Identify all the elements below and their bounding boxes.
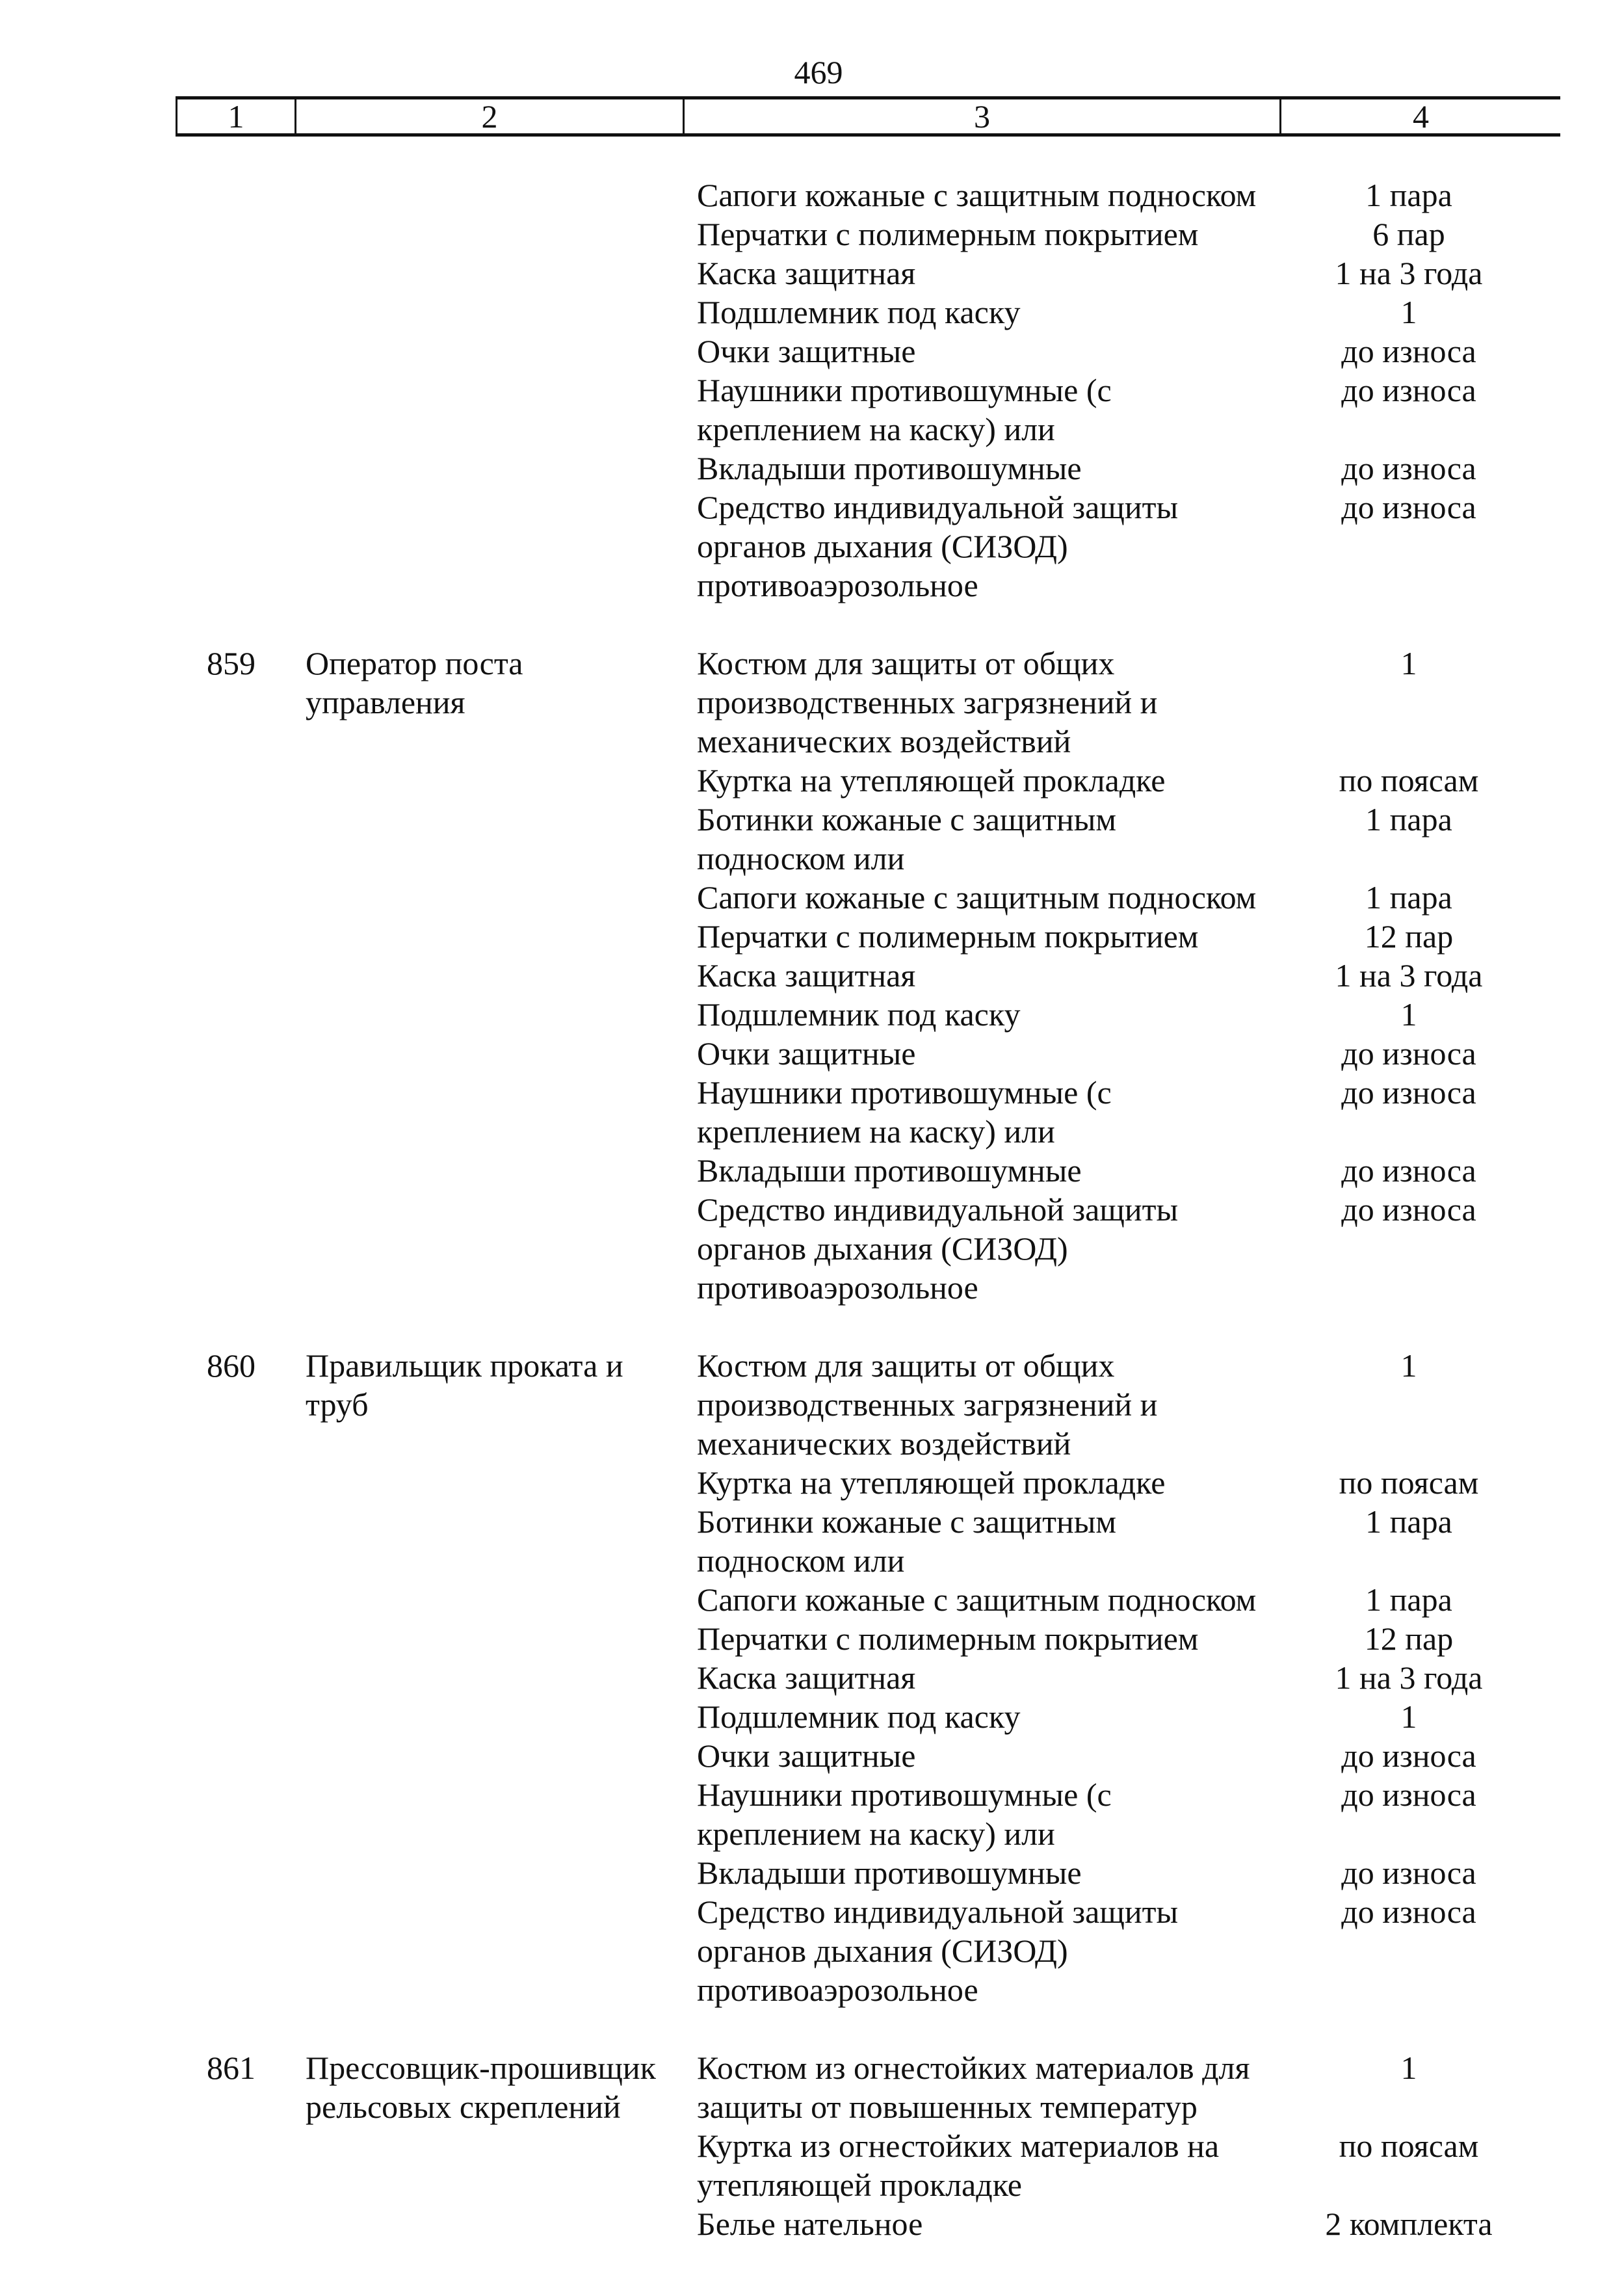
item-norm: до износа [1341,372,1476,408]
item-name: Средство индивидуальной защиты органов дыхания (СИЗОД) противоаэрозольное [697,489,1179,603]
list-item [697,293,1555,332]
item-norm: 1 на 3 года [1335,957,1483,994]
list-item [697,878,1555,917]
protective-items-list [697,176,1555,605]
item-norm: 6 пар [1372,216,1445,252]
item-norm: 2 комплекта [1325,2206,1493,2242]
item-name: Костюм для защиты от общих производственных загрязнений и механических воздействий [697,645,1158,759]
table-row-group [0,2048,1624,2243]
item-name: Белье нательное [697,2206,923,2242]
list-item [697,1463,1555,1502]
list-item [697,995,1555,1034]
item-norm: 1 [1400,294,1417,330]
table-body [0,176,1624,2282]
page-number: 469 [794,54,843,90]
item-name: Наушники противошумные (с креплением на каску) или [697,1074,1112,1150]
item-norm: до износа [1341,1854,1476,1891]
list-item [697,1502,1555,1580]
item-name: Каска защитная [697,255,916,291]
item-name: Очки защитные [697,1035,916,1072]
list-item [697,488,1555,605]
list-item [697,176,1555,215]
item-name: Каска защитная [697,957,916,994]
list-item [697,1346,1555,1463]
item-name: Вкладыши противошумные [697,450,1082,486]
item-name: Костюм для защиты от общих производственных загрязнений и механических воздействий [697,1347,1158,1462]
item-name: Подшлемник под каску [697,294,1021,330]
table-header [176,96,1560,137]
item-name: Ботинки кожаные с защитным подноском или [697,1503,1116,1579]
item-name: Костюм из огнестойких материалов для защиты от повышенных температур [697,2050,1250,2125]
item-name: Сапоги кожаные с защитным подноском [697,879,1257,916]
item-name: Средство индивидуальной защиты органов дыхания (СИЗОД) противоаэрозольное [697,1894,1179,2008]
list-item [697,2126,1555,2204]
item-norm: до износа [1341,489,1476,525]
item-name: Вкладыши противошумные [697,1152,1082,1189]
list-item [697,1697,1555,1736]
item-norm: 1 [1400,2050,1417,2086]
item-norm: 1 пара [1365,1503,1452,1540]
item-norm: 1 на 3 года [1335,255,1483,291]
item-name: Куртка на утепляющей прокладке [697,762,1166,798]
list-item [697,371,1555,449]
row-number: 861 [207,2050,255,2086]
item-norm: 1 [1400,1347,1417,1384]
item-name: Куртка из огнестойких материалов на утепляющей прокладке [697,2128,1220,2203]
item-name: Очки защитные [697,1737,916,1774]
header-col-3: 3 [685,99,1281,133]
protective-items-list [697,644,1555,1307]
item-norm: 1 пара [1365,879,1452,916]
list-item [697,1853,1555,1892]
item-name: Каска защитная [697,1659,916,1696]
item-norm: 1 пара [1365,1581,1452,1618]
item-name: Очки защитные [697,333,916,369]
item-norm: до износа [1341,1737,1476,1774]
profession-name: Оператор поста управления [306,645,523,720]
item-norm: до износа [1341,1191,1476,1228]
list-item [697,1151,1555,1190]
item-norm: до износа [1341,1035,1476,1072]
item-name: Сапоги кожаные с защитным подноском [697,1581,1257,1618]
item-norm: до износа [1341,450,1476,486]
profession-name: Прессовщик-прошивщик рельсовых скреплений [306,2050,656,2125]
item-norm: 12 пар [1364,1620,1454,1657]
item-norm: 1 пара [1365,801,1452,838]
item-norm: 1 пара [1365,177,1452,213]
item-norm: по поясам [1339,1464,1479,1501]
row-number: 859 [207,645,255,681]
protective-items-list [697,1346,1555,2009]
item-name: Вкладыши противошумные [697,1854,1082,1891]
item-norm: 1 на 3 года [1335,1659,1483,1696]
list-item [697,254,1555,293]
list-item [697,1658,1555,1697]
list-item [697,215,1555,254]
item-name: Перчатки с полимерным покрытием [697,216,1199,252]
list-item [697,2048,1555,2126]
item-name: Наушники противошумные (с креплением на каску) или [697,1776,1112,1852]
header-col-4: 4 [1413,98,1429,135]
item-norm: до износа [1341,333,1476,369]
item-name: Перчатки с полимерным покрытием [697,1620,1199,1657]
header-col-1: 1 [177,99,296,133]
list-item [697,332,1555,371]
list-item [697,1580,1555,1619]
item-name: Подшлемник под каску [697,1698,1021,1735]
item-name: Перчатки с полимерным покрытием [697,918,1199,955]
list-item [697,1034,1555,1073]
item-name: Ботинки кожаные с защитным подноском или [697,801,1116,877]
list-item [697,2204,1555,2243]
item-norm: до износа [1341,1776,1476,1813]
item-norm: по поясам [1339,2128,1479,2164]
protective-items-list [697,2048,1555,2243]
item-name: Наушники противошумные (с креплением на каску) или [697,372,1112,447]
list-item [697,1073,1555,1151]
row-number: 860 [207,1347,255,1384]
table-row-group [0,644,1624,1307]
item-norm: до износа [1341,1074,1476,1111]
item-norm: до износа [1341,1894,1476,1930]
list-item [697,956,1555,995]
item-norm: по поясам [1339,762,1479,798]
item-norm: до износа [1341,1152,1476,1189]
header-col-2: 2 [296,99,685,133]
list-item [697,1775,1555,1853]
profession-name: Правильщик проката и труб [306,1347,623,1423]
list-item [697,917,1555,956]
list-item [697,800,1555,878]
list-item [697,449,1555,488]
item-norm: 12 пар [1364,918,1454,955]
list-item [697,1892,1555,2009]
item-norm: 1 [1400,645,1417,681]
table-row-group [0,1346,1624,2009]
item-name: Сапоги кожаные с защитным подноском [697,177,1257,213]
list-item [697,644,1555,761]
table-row-group [0,176,1624,605]
list-item [697,1736,1555,1775]
list-item [697,1190,1555,1307]
list-item [697,761,1555,800]
item-norm: 1 [1400,1698,1417,1735]
item-name: Куртка на утепляющей прокладке [697,1464,1166,1501]
list-item [697,1619,1555,1658]
item-name: Подшлемник под каску [697,996,1021,1033]
item-norm: 1 [1400,996,1417,1033]
item-name: Средство индивидуальной защиты органов дыхания (СИЗОД) противоаэрозольное [697,1191,1179,1306]
